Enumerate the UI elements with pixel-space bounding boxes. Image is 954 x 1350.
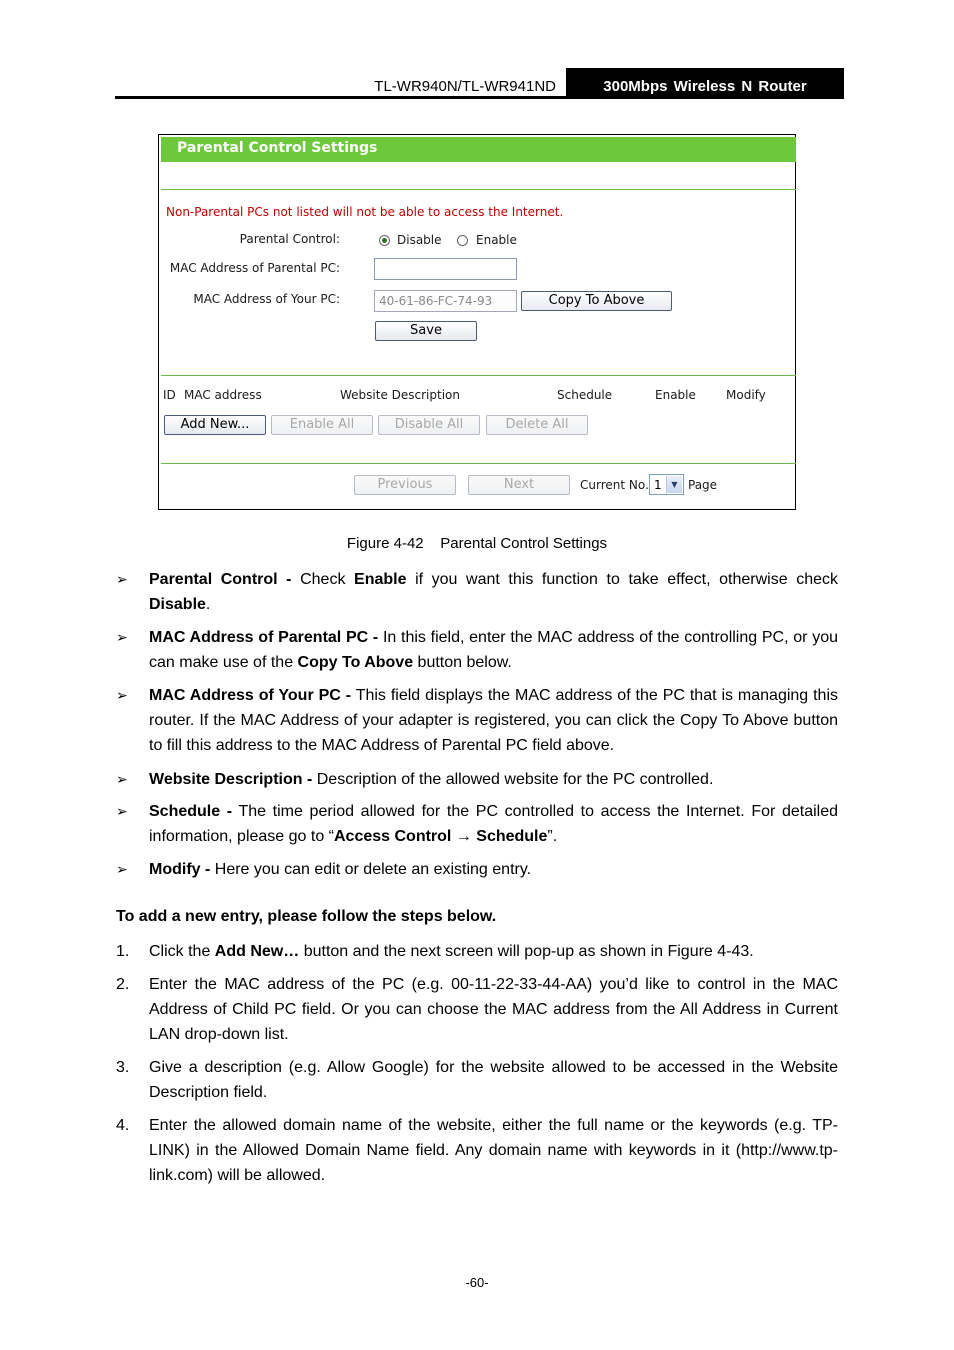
disable-all-button[interactable]: Disable All — [378, 415, 480, 435]
chevron-down-icon[interactable]: ▼ — [666, 476, 682, 493]
step-number: 3. — [116, 1059, 130, 1076]
bullet-mac-your: MAC Address of Your PC - This field displays the MAC address of the PC that is managing this router. If the MAC Address of your adapter is registered, you can click the Copy To Above button to fill this address to the MAC Address of Parental PC field above. — [149, 687, 839, 754]
divider — [161, 375, 796, 376]
bullet-icon: ➢ — [116, 803, 128, 819]
current-page-select[interactable] — [649, 474, 684, 495]
save-button[interactable]: Save — [375, 321, 477, 341]
delete-all-button[interactable]: Delete All — [486, 415, 588, 435]
settings-title: Parental Control Settings — [177, 140, 378, 156]
header-rule — [115, 96, 844, 99]
disable-radio[interactable] — [379, 235, 390, 246]
col-website: Website Description — [340, 388, 460, 402]
figure-caption: Figure 4-42 Parental Control Settings — [346, 535, 608, 552]
bullet-schedule: Schedule - The time period allowed for the PC controlled to access the Internet. For detailed information, please go to “Access Control → Schedule”. — [149, 803, 839, 845]
mac-your-input[interactable]: 40-61-86-FC-74-93 — [374, 290, 517, 312]
col-enable: Enable — [655, 388, 696, 402]
step-number: 1. — [116, 943, 130, 960]
mac-your-label: MAC Address of Your PC: — [193, 292, 340, 306]
col-schedule: Schedule — [557, 388, 613, 402]
mac-parental-label: MAC Address of Parental PC: — [169, 261, 340, 275]
current-no-label: Current No. — [580, 478, 649, 492]
page-label: Page — [688, 478, 718, 492]
settings-title-bar — [161, 137, 796, 162]
previous-button[interactable]: Previous — [354, 475, 456, 495]
step-number: 2. — [116, 976, 130, 993]
divider — [161, 463, 796, 464]
bullet-icon: ➢ — [116, 629, 128, 645]
col-id: ID — [163, 388, 176, 402]
step-3: Give a description (e.g. Allow Google) for the website allowed to be accessed in the Website Description field. — [149, 1059, 838, 1101]
bullet-icon: ➢ — [116, 771, 128, 787]
divider — [161, 189, 796, 190]
parental-control-screenshot — [158, 134, 796, 510]
disable-radio-label[interactable]: Disable — [397, 233, 442, 247]
enable-radio[interactable] — [457, 235, 468, 246]
parental-control-label: Parental Control: — [239, 232, 340, 246]
step-4: Enter the allowed domain name of the website, either the full name or the keywords (e.g. TP-LINK) in the Allowed Domain Name field. Any domain name with keywords in it (http://www.tp-link.com) will be allowed. — [149, 1117, 838, 1184]
bullet-icon: ➢ — [116, 687, 128, 703]
bullet-parental-control: Parental Control - Check Enable if you want this function to take effect, otherwise check Disable. — [149, 571, 838, 613]
add-new-button[interactable]: Add New... — [164, 415, 266, 435]
copy-to-above-button[interactable]: Copy To Above — [521, 291, 672, 311]
col-modify: Modify — [726, 388, 766, 402]
page-number: -60- — [465, 1275, 489, 1290]
enable-radio-label[interactable]: Enable — [476, 233, 517, 247]
bullet-mac-parental: MAC Address of Parental PC - In this field, enter the MAC address of the controlling PC, or you can make use of the Copy To Above button below. — [149, 629, 838, 671]
step-number: 4. — [116, 1117, 130, 1134]
current-page-value: 1 — [654, 478, 662, 492]
bullet-modify: Modify - Here you can edit or delete an existing entry. — [149, 861, 532, 878]
mac-parental-input[interactable] — [374, 258, 517, 280]
next-button[interactable]: Next — [468, 475, 570, 495]
bullet-website: Website Description - Description of the allowed website for the PC controlled. — [149, 771, 714, 788]
header-product: 300Mbps Wireless N Router — [566, 68, 844, 99]
step-1: Click the Add New… button and the next screen will pop-up as shown in Figure 4-43. — [149, 943, 754, 960]
header-model: TL-WR940N/TL-WR941ND — [374, 78, 556, 95]
col-mac: MAC address — [184, 388, 262, 402]
enable-all-button[interactable]: Enable All — [271, 415, 373, 435]
step-2: Enter the MAC address of the PC (e.g. 00-11-22-33-44-AA) you’d like to control in the MAC Address of Child PC field. Or you can choose the MAC address from the All Address in Current LAN drop-down list. — [149, 976, 838, 1043]
bullet-icon: ➢ — [116, 571, 128, 587]
steps-heading: To add a new entry, please follow the steps below. — [116, 908, 497, 925]
bullet-icon: ➢ — [116, 861, 128, 877]
notice-text: Non-Parental PCs not listed will not be able to access the Internet. — [166, 205, 564, 219]
